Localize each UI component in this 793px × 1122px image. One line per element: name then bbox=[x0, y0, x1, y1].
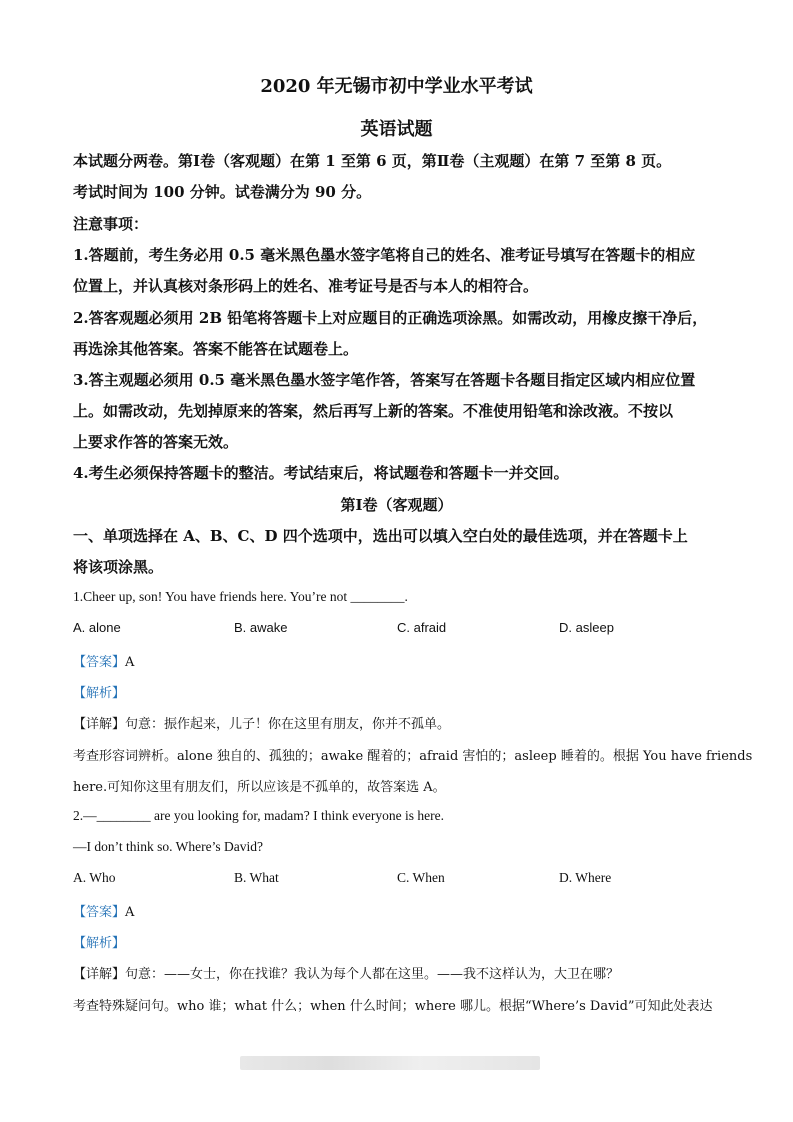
q2-detail: 【详解】句意：——女士，你在找谁？我认为每个人都在这里。——我不这样认为，大卫在哪？ bbox=[73, 967, 620, 982]
blurred-footer-watermark bbox=[240, 1056, 540, 1070]
q2-analysis-label: 【解析】 bbox=[73, 936, 126, 951]
notice-3a: 3.答主观题必须用 0.5 毫米黑色墨水签字笔作答，答案写在答题卡各题目指定区域内相应位置 bbox=[73, 371, 696, 389]
q1-answer bbox=[73, 651, 134, 670]
q1-explain-b: here.可知你这里有朋友们，所以应该是不孤单的，故答案选 A。 bbox=[73, 780, 446, 795]
intro-line-1: 本试题分两卷。第Ⅰ卷（客观题）在第 1 至第 6 页，第Ⅱ卷（主观题）在第 7 至第 8 页。 bbox=[73, 152, 672, 170]
q2-option-c: C. When bbox=[397, 870, 445, 885]
q1-option-d: D. asleep bbox=[559, 620, 614, 635]
q1-answer-label: 【答案】 bbox=[73, 655, 126, 670]
q1-stem: 1.Cheer up, son! You have friends here. You’re not ________. bbox=[73, 589, 408, 604]
q2-option-b: B. What bbox=[234, 870, 279, 885]
notice-title: 注意事项： bbox=[73, 215, 149, 233]
notice-2b: 再选涂其他答案。答案不能答在试题卷上。 bbox=[73, 340, 359, 358]
page-subtitle: 英语试题 bbox=[360, 119, 433, 140]
q1-option-a: A. alone bbox=[73, 620, 121, 635]
part-instruction-a: 一、单项选择在 A、B、C、D 四个选项中，选出可以填入空白处的最佳选项，并在答题卡上 bbox=[73, 527, 688, 545]
notice-3b: 上。如需改动，先划掉原来的答案，然后再写上新的答案。不准使用铅笔和涂改液。不按以 bbox=[73, 402, 674, 420]
q2-answer-label: 【答案】 bbox=[73, 905, 126, 920]
q2-stem: 2.—________ are you looking for, madam? I think everyone is here. bbox=[73, 808, 444, 823]
notice-1a: 1.答题前，考生务必用 0.5 毫米黑色墨水签字笔将自己的姓名、准考证号填写在答题卡的相应 bbox=[73, 246, 696, 264]
q1-detail: 【详解】句意：振作起来，儿子！你在这里有朋友，你并不孤单。 bbox=[73, 717, 451, 732]
q2-explain-a: 考查特殊疑问句。who 谁；what 什么；when 什么时间；where 哪儿。根据“Where’s David”可知此处表达 bbox=[73, 999, 713, 1014]
part-instruction-b: 将该项涂黑。 bbox=[73, 558, 164, 576]
section-heading: 第Ⅰ卷（客观题） bbox=[340, 496, 453, 514]
q2-answer-value: A bbox=[125, 905, 135, 920]
q1-analysis-label: 【解析】 bbox=[73, 686, 126, 701]
q1-option-b: B. awake bbox=[234, 620, 288, 635]
notice-2a: 2.答客观题必须用 2B 铅笔将答题卡上对应题目的正确选项涂黑。如需改动，用橡皮擦干净后， bbox=[73, 309, 708, 327]
q1-answer-value: A bbox=[125, 655, 135, 670]
q2-answer bbox=[73, 901, 134, 920]
q2-option-d: D. Where bbox=[559, 870, 612, 885]
page-title: 2020 年无锡市初中学业水平考试 bbox=[260, 76, 533, 97]
intro-line-2: 考试时间为 100 分钟。试卷满分为 90 分。 bbox=[73, 183, 372, 201]
q1-option-c: C. afraid bbox=[397, 620, 447, 635]
q2-reply: —I don’t think so. Where’s David? bbox=[73, 839, 263, 854]
notice-1b: 位置上，并认真核对条形码上的姓名、准考证号是否与本人的相符合。 bbox=[73, 277, 539, 295]
notice-3c: 上要求作答的答案无效。 bbox=[73, 433, 239, 451]
q2-option-a: A. Who bbox=[73, 870, 116, 885]
notice-4: 4.考生必须保持答题卡的整洁。考试结束后，将试题卷和答题卡一并交回。 bbox=[73, 464, 569, 482]
q1-explain-a: 考查形容词辨析。alone 独自的、孤独的；awake 醒着的；afraid 害怕的；asleep 睡着的。根据 You have friends bbox=[73, 749, 753, 764]
